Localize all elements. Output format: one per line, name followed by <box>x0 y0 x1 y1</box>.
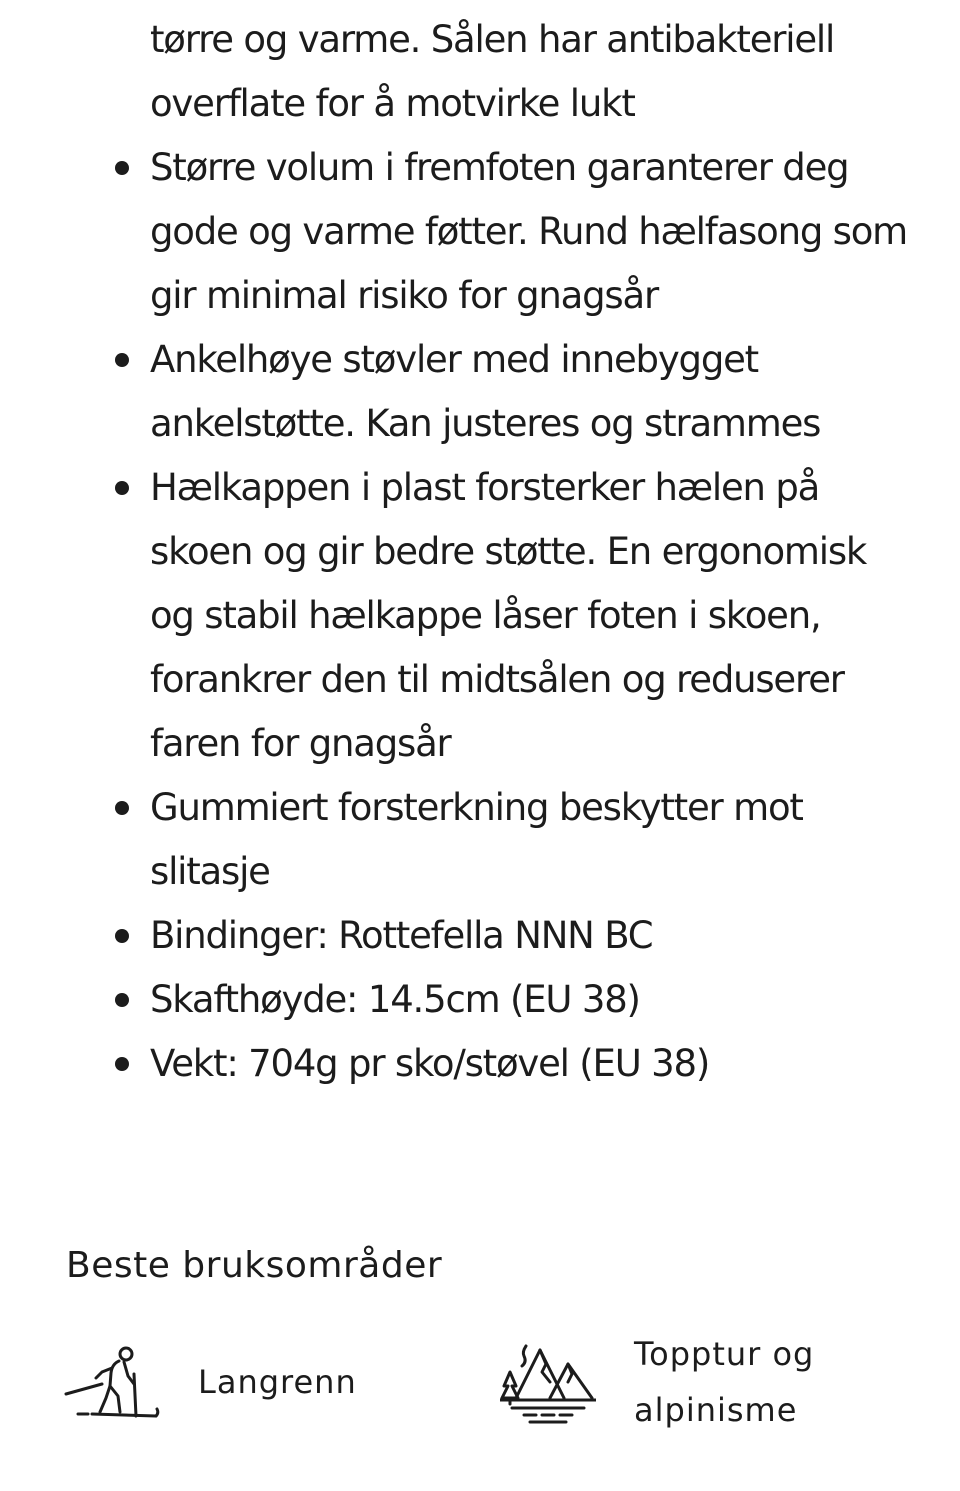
list-item <box>0 328 910 456</box>
list-item <box>0 776 910 904</box>
feature-text: Skafthøyde: 14.5cm (EU 38) <box>150 978 640 1021</box>
feature-text: Ankelhøye støvler med innebygget ankelstøtte. Kan justeres og strammes <box>150 338 821 445</box>
bullet-dot <box>115 1057 129 1071</box>
mountain-forest-icon <box>500 1342 596 1428</box>
feature-text: Bindinger: Rottefella NNN BC <box>150 914 653 957</box>
bullet-dot <box>115 929 129 943</box>
usage-item-topptur <box>480 1330 960 1450</box>
bullet-dot <box>115 801 129 815</box>
cross-country-skier-icon <box>62 1346 160 1424</box>
list-item <box>0 1032 910 1096</box>
usage-item-label <box>634 1326 814 1438</box>
usage-label-line: Langrenn <box>198 1363 357 1401</box>
feature-text: Gummiert forsterkning beskytter mot slitasje <box>150 786 803 893</box>
list-item <box>0 968 910 1032</box>
list-item <box>0 456 910 776</box>
feature-text: Hælkappen i plast forsterker hælen på skoen og gir bedre støtte. En ergonomisk og stabil hælkappe låser foten i skoen, forankrer den til midtsålen og reduserer faren for gnagsår <box>150 466 867 765</box>
bullet-dot <box>115 161 129 175</box>
feature-text: Større volum i fremfoten garanterer deg gode og varme føtter. Rund hælfasong som gir minimal risiko for gnagsår <box>150 146 908 317</box>
feature-text: Vekt: 704g pr sko/støvel (EU 38) <box>150 1042 710 1085</box>
usage-section-title: Beste bruksområder <box>66 1245 443 1286</box>
usage-label-line: alpinisme <box>634 1391 798 1429</box>
feature-list <box>0 136 960 1096</box>
usage-label-line: Topptur og <box>634 1335 815 1373</box>
bullet-dot <box>115 481 129 495</box>
list-item <box>0 904 910 968</box>
bullet-dot <box>115 353 129 367</box>
list-item <box>0 136 910 328</box>
usage-item-label <box>198 1354 357 1410</box>
bullet-dot <box>115 993 129 1007</box>
feature-continued-text: tørre og varme. Sålen har antibakteriell overflate for å motvirke lukt <box>150 18 835 125</box>
usage-item-langrenn <box>0 1330 480 1450</box>
